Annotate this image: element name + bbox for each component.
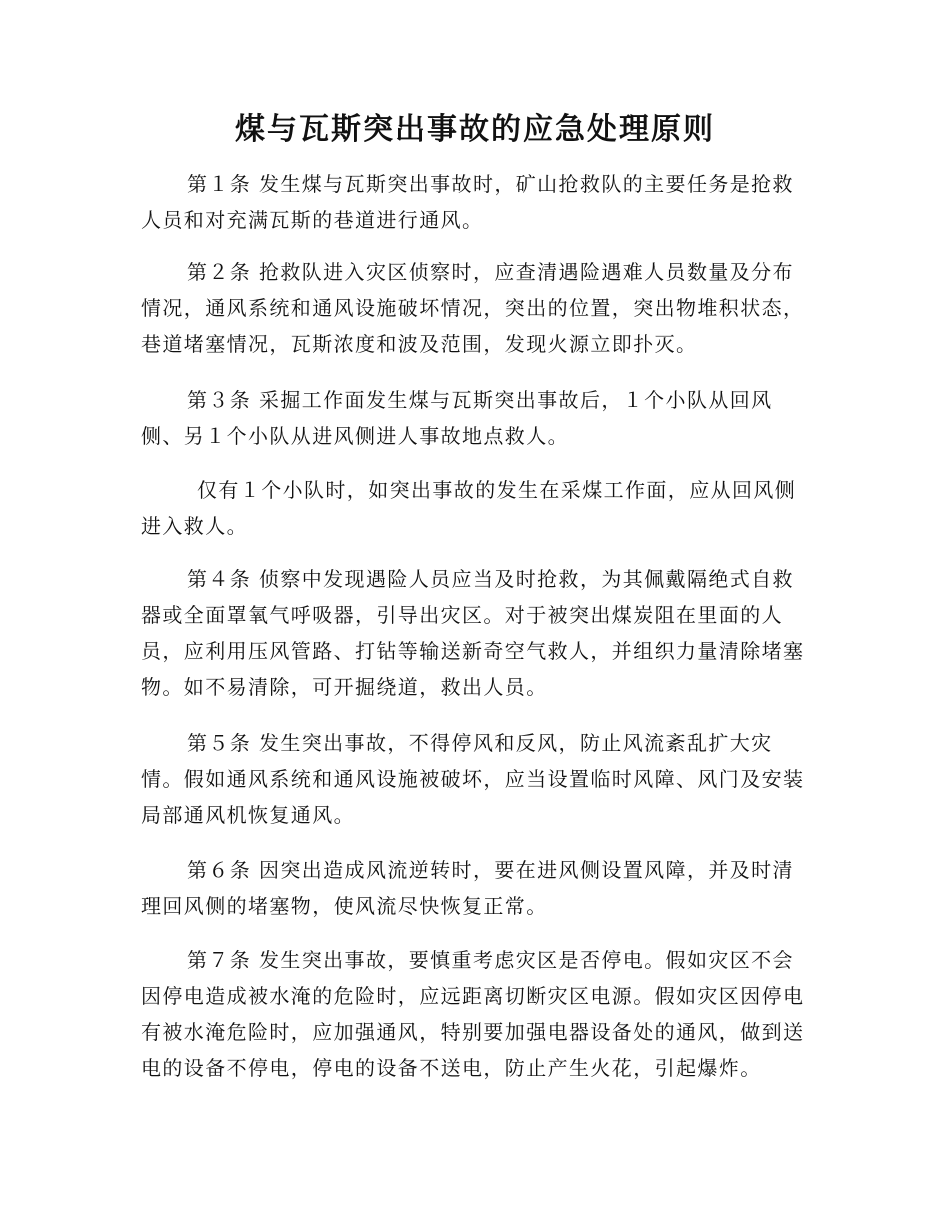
paragraph-article-7: 第７条 发生突出事故，要慎重考虑灾区是否停电。假如灾区不会因停电造成被水淹的危险时，应远距离切断灾区电源。假如灾区因停电有被水淹危险时，应加强通风，特别要加强电器设备处的通风，做到送电的设备不停电，停电的设备不送电，防止产生火花，引起爆炸。 bbox=[141, 948, 805, 1080]
paragraph-article-4: 第４条 侦察中发现遇险人员应当及时抢救，为其佩戴隔绝式自救器或全面罩氧气呼吸器，引导出灾区。对于被突出煤炭阻在里面的人员，应利用压风管路、打钻等输送新奇空气救人，并组织力量清除堵塞物。如不易清除，可开掘绕道，救出人员。 bbox=[141, 567, 805, 699]
document-title: 煤与瓦斯突出事故的应急处理原则 bbox=[235, 112, 715, 147]
paragraph-article-6: 第６条 因突出造成风流逆转时，要在进风侧设置风障，并及时清理回风侧的堵塞物，使风流尽快恢复正常。 bbox=[141, 858, 794, 918]
paragraph-article-5: 第５条 发生突出事故，不得停风和反风，防止风流紊乱扩大灾情。假如通风系统和通风设施被破坏，应当设置临时风障、风门及安装局部通风机恢复通风。 bbox=[141, 731, 805, 827]
paragraph-article-2: 第２条 抢救队进入灾区侦察时，应查清遇险遇难人员数量及分布情况，通风系统和通风设施破坏情况，突出的位置，突出物堆积状态，巷道堵塞情况，瓦斯浓度和波及范围，发现火源立即扑灭。 bbox=[141, 260, 805, 356]
paragraph-article-1: 第１条 发生煤与瓦斯突出事故时，矿山抢救队的主要任务是抢救人员和对充满瓦斯的巷道进行通风。 bbox=[141, 172, 794, 232]
paragraph-article-3: 第３条 采掘工作面发生煤与瓦斯突出事故后，１个小队从回风侧、另１个小队从进风侧进人事故地点救人。 bbox=[141, 388, 773, 448]
paragraph-article-3-note: 仅有１个小队时，如突出事故的发生在采煤工作面，应从回风侧进入救人。 bbox=[141, 478, 797, 538]
